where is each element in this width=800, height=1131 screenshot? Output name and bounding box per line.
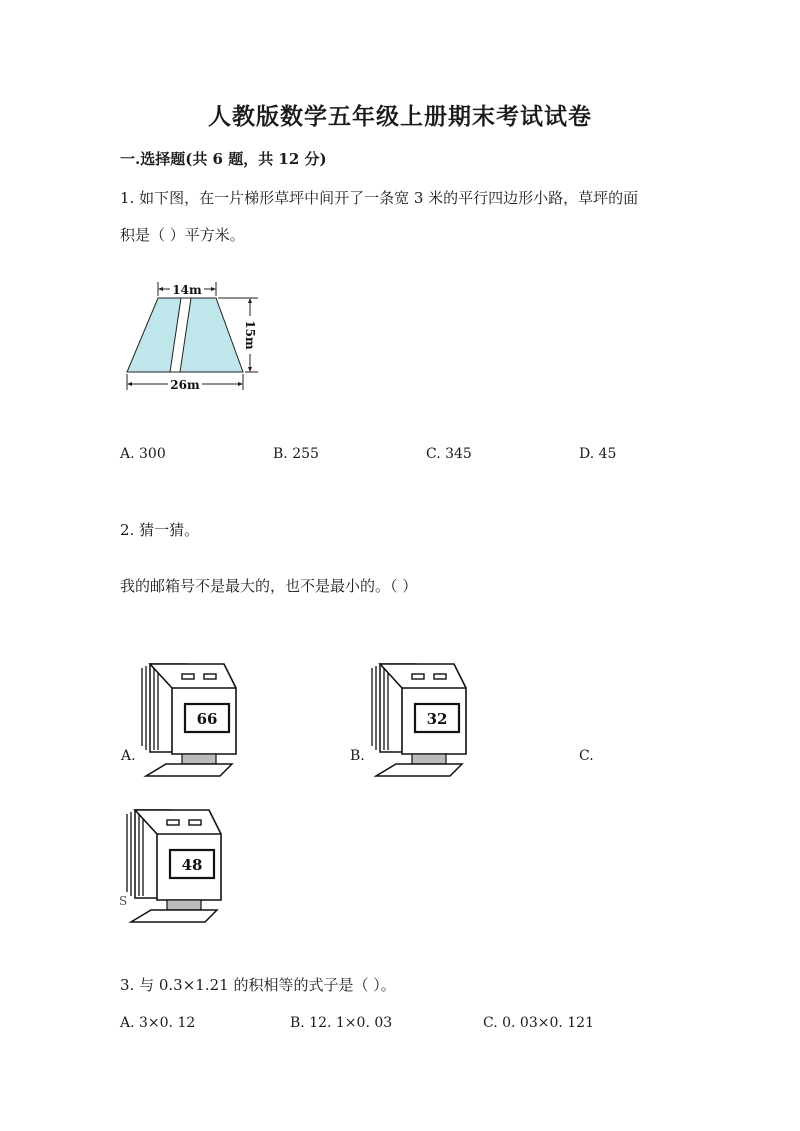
trapezoid-lawn-figure xyxy=(118,278,268,398)
q1-option-d[interactable]: D. 45 xyxy=(579,446,617,462)
question-1-text-line2: 积是（ ）平方米。 xyxy=(120,226,245,244)
lawn-left xyxy=(127,298,181,372)
q1-option-b[interactable]: B. 255 xyxy=(273,446,319,462)
mailbox-48-image xyxy=(117,806,235,926)
mailbox-number: 66 xyxy=(196,710,218,728)
question-1-text-line1: 1. 如下图，在一片梯形草坪中间开了一条宽 3 米的平行四边形小路，草坪的面 xyxy=(120,189,639,207)
q2-option-a[interactable]: A. xyxy=(121,748,136,764)
question-3-text: 3. 与 0.3×1.21 的积相等的式子是（ ）。 xyxy=(120,976,396,994)
section-heading: 一.选择题(共 6 题，共 12 分) xyxy=(120,150,327,168)
q2-option-c[interactable]: C. xyxy=(579,748,594,764)
height-label: 15m xyxy=(243,320,257,350)
q3-option-a[interactable]: A. 3×0. 12 xyxy=(120,1015,196,1031)
top-length-label: 14m xyxy=(172,283,202,297)
mailbox-number: 48 xyxy=(181,856,203,874)
page-title: 人教版数学五年级上册期末考试试卷 xyxy=(208,103,592,130)
mailbox-32-image xyxy=(362,660,480,780)
cut-off-label: S xyxy=(119,894,128,908)
bottom-length-label: 26m xyxy=(170,378,200,392)
question-2-text-line2: 我的邮箱号不是最大的，也不是最小的。（ ） xyxy=(120,577,418,595)
mailbox-66-image xyxy=(132,660,250,780)
question-2-text-line1: 2. 猜一猜。 xyxy=(120,521,200,539)
q1-option-c[interactable]: C. 345 xyxy=(426,446,472,462)
mailbox-number: 32 xyxy=(426,710,448,728)
q3-option-c[interactable]: C. 0. 03×0. 121 xyxy=(483,1015,594,1031)
lawn-right xyxy=(180,298,243,372)
q3-option-b[interactable]: B. 12. 1×0. 03 xyxy=(290,1015,393,1031)
q2-option-b[interactable]: B. xyxy=(350,748,365,764)
q1-option-a[interactable]: A. 300 xyxy=(120,446,166,462)
